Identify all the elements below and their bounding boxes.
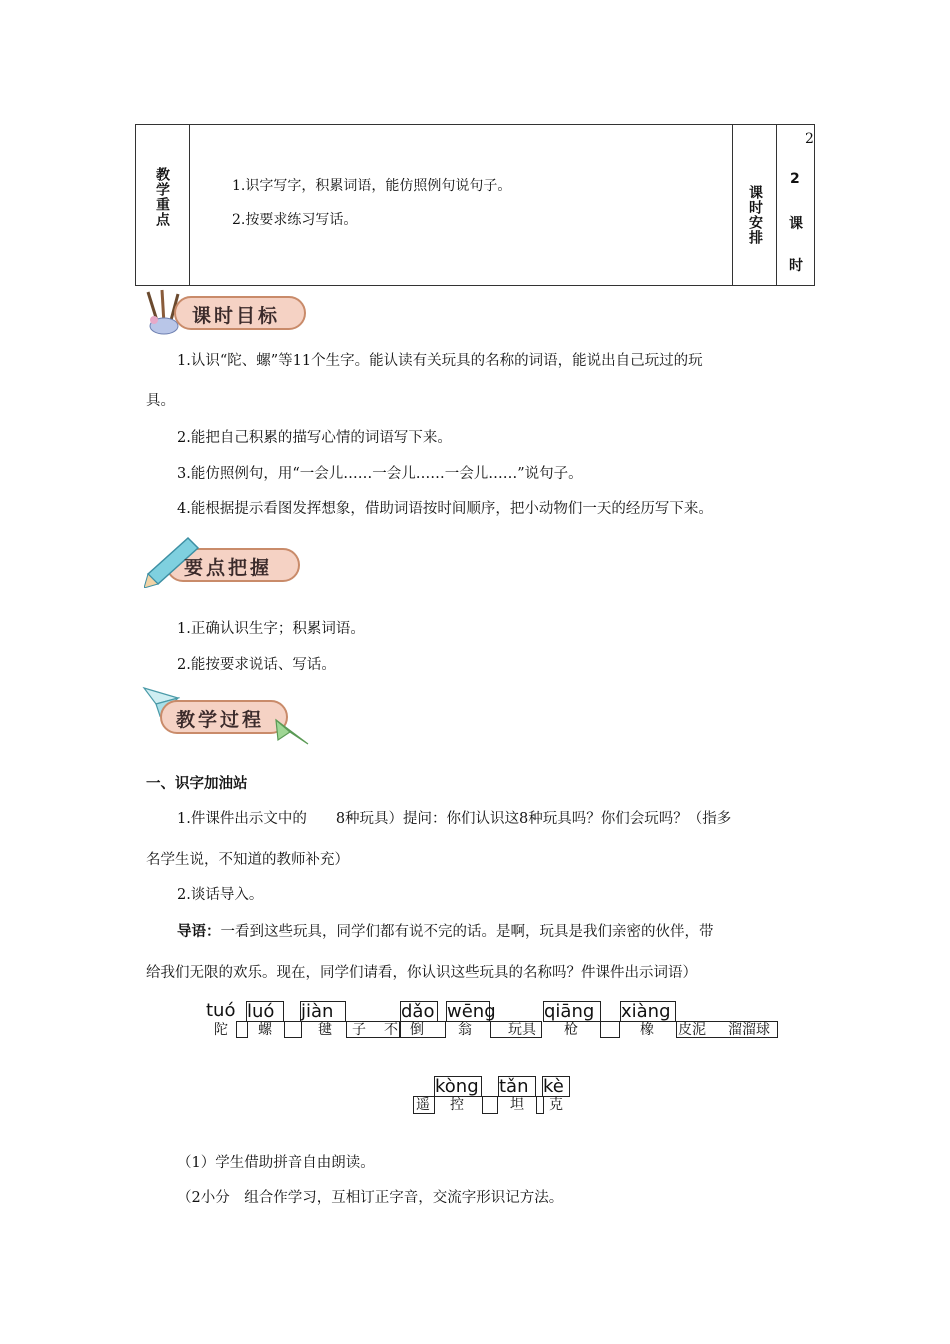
lesson-info-table bbox=[135, 124, 815, 286]
pinyin-box: xiàng bbox=[620, 1001, 676, 1022]
lead-line2: 给我们无限的欢乐。现在，同学们请看，你认识这些玩具的名称吗？件课件出示词语） bbox=[146, 965, 697, 981]
key-points-title: 要点把握 bbox=[184, 557, 273, 579]
note-1: （1）学生借助拼音自由朗读。 bbox=[177, 1155, 375, 1171]
hanzi: 玩具 bbox=[508, 1022, 536, 1038]
goal-2: 2.能把自己积累的描写心情的词语写下来。 bbox=[177, 430, 452, 446]
hanzi: 遥 bbox=[416, 1097, 430, 1113]
hanzi: 克 bbox=[549, 1097, 563, 1113]
pinyin-box: wēng bbox=[447, 1001, 496, 1022]
lead-text: 一看到这些玩具，同学们都有说不完的话。是啊，玩具是我们亲密的伙伴，带 bbox=[220, 924, 714, 940]
pinyin-box: dǎo bbox=[400, 1001, 438, 1022]
pinyin-box: kè bbox=[542, 1076, 570, 1097]
hanzi: 溜溜球 bbox=[728, 1022, 770, 1038]
table-divider bbox=[776, 125, 777, 285]
goals-title: 课时目标 bbox=[192, 305, 281, 327]
teaching-focus-label: 教学重点 bbox=[154, 167, 170, 227]
hanzi: 不 bbox=[384, 1022, 398, 1038]
process-title: 教学过程 bbox=[176, 709, 265, 731]
schedule-value-unit2: 时 bbox=[789, 258, 803, 274]
table-divider bbox=[732, 125, 733, 285]
hanzi: 倒 bbox=[410, 1022, 424, 1038]
key-point-2: 2.能按要求说话、写话。 bbox=[177, 657, 336, 673]
pinyin-box: qiāng bbox=[543, 1001, 601, 1022]
hanzi: 毽 bbox=[318, 1022, 332, 1038]
schedule-value-num: 2 bbox=[790, 171, 800, 187]
schedule-label: 课时安排 bbox=[747, 185, 763, 245]
process-heading: 一、识字加油站 bbox=[146, 776, 248, 792]
goal-4: 4.能根据提示看图发挥想象，借助词语按时间顺序，把小动物们一天的经历写下来。 bbox=[177, 501, 713, 517]
pinyin-box: tǎn bbox=[498, 1076, 536, 1097]
hanzi: 控 bbox=[450, 1097, 464, 1113]
hanzi: 橡 bbox=[640, 1022, 654, 1038]
schedule-value-unit: 课 bbox=[789, 216, 803, 232]
paper-plane-icon bbox=[274, 716, 312, 748]
hanzi: 翁 bbox=[458, 1022, 472, 1038]
hanzi: 螺 bbox=[258, 1022, 272, 1038]
lead-label: 导语： bbox=[177, 924, 221, 940]
schedule-top-number: 2 bbox=[805, 131, 814, 147]
step2: 2.谈话导入。 bbox=[177, 887, 264, 903]
pinyin: tuó bbox=[206, 1000, 236, 1021]
focus-item-1: 1.识字写字，积累词语，能仿照例句说句子。 bbox=[232, 178, 512, 194]
hanzi: 陀 bbox=[214, 1022, 228, 1038]
table-divider bbox=[189, 125, 190, 285]
goal-1-line1: 1.认识“陀、螺”等11个生字。能认读有关玩具的名称的词语，能说出自己玩过的玩 bbox=[177, 353, 703, 369]
blank-box bbox=[600, 1021, 620, 1038]
goals-banner bbox=[140, 288, 310, 336]
pinyin-box: jiàn bbox=[300, 1001, 346, 1022]
step1-line2: 名学生说，不知道的教师补充） bbox=[146, 852, 349, 868]
key-point-1: 1.正确认识生字；积累词语。 bbox=[177, 621, 365, 637]
process-banner bbox=[142, 684, 312, 748]
key-points-banner bbox=[144, 532, 304, 588]
pinyin-box: kòng bbox=[434, 1076, 482, 1097]
note-2: （2小分 组合作学习，互相订正字音，交流字形识记方法。 bbox=[177, 1190, 564, 1206]
lead-line1 bbox=[177, 920, 714, 941]
hanzi: 坦 bbox=[510, 1097, 524, 1113]
pinyin-box: luó bbox=[246, 1001, 284, 1022]
blank-box bbox=[236, 1021, 248, 1038]
step1-line1: 1.件课件出示文中的 8种玩具）提问：你们认识这8种玩具吗？你们会玩吗？（指多 bbox=[177, 811, 732, 827]
goal-3: 3.能仿照例句，用“一会儿……一会儿……一会儿……”说句子。 bbox=[177, 466, 583, 482]
goal-1-line2: 具。 bbox=[146, 393, 175, 409]
hanzi: 皮泥 bbox=[678, 1022, 706, 1038]
blank-box bbox=[482, 1096, 498, 1114]
blank-box bbox=[284, 1021, 302, 1038]
focus-item-2: 2.按要求练习写话。 bbox=[232, 212, 358, 228]
hanzi: 枪 bbox=[564, 1022, 578, 1038]
hanzi: 子 bbox=[352, 1022, 366, 1038]
blank-box bbox=[536, 1096, 544, 1114]
